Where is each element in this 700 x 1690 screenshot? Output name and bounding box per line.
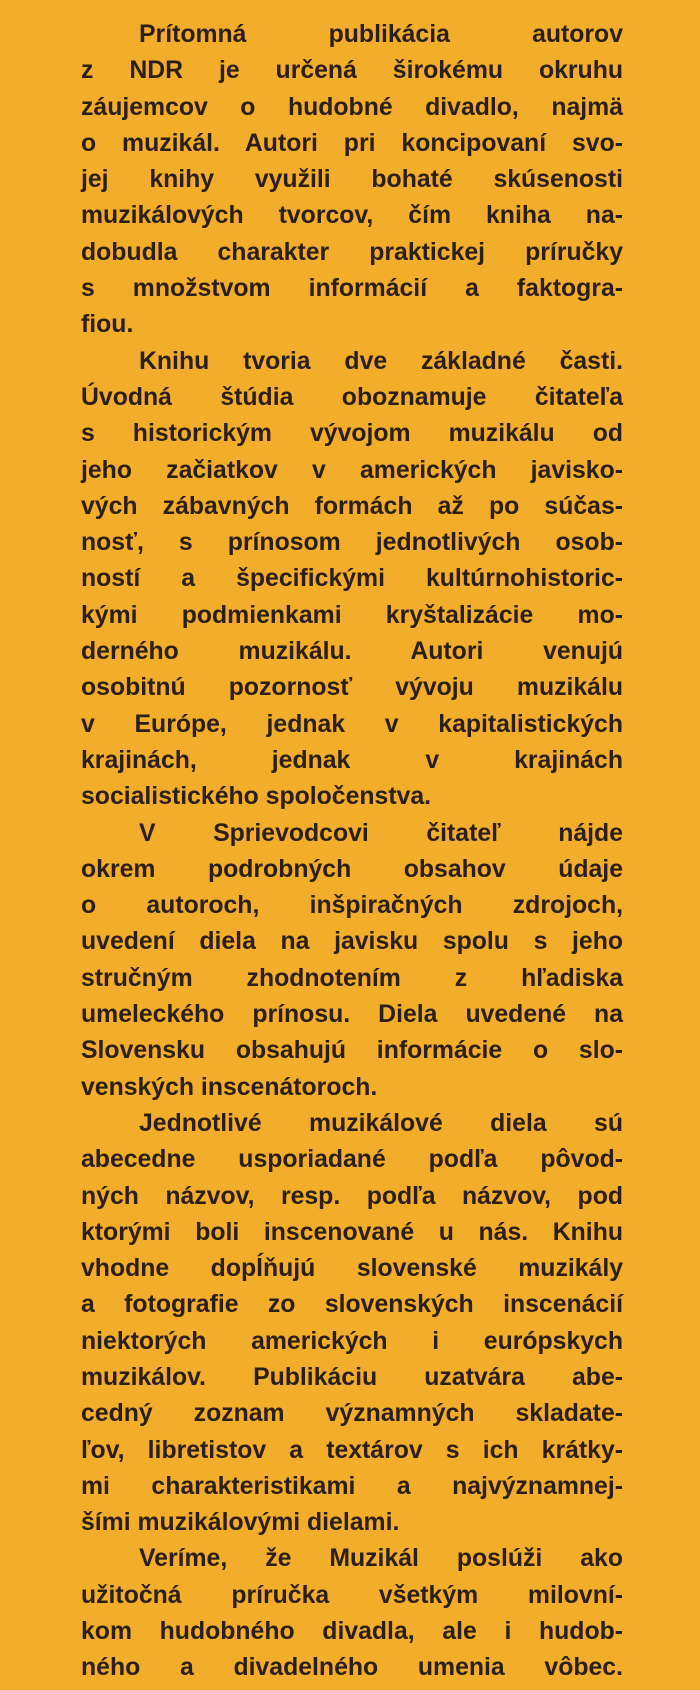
text-line: stručným zhodnotením z hľadiska (81, 964, 623, 992)
text-line: ktorými boli inscenované u nás. Knihu (81, 1218, 623, 1246)
text-line: cedný zoznam významných skladate- (81, 1400, 623, 1428)
text-line: dobudla charakter praktickej príručky (81, 238, 623, 266)
text-line: o autoroch, inšpiračných zdrojoch, (81, 892, 623, 920)
text-line: vhodne dopĺňujú slovenské muzikály (81, 1255, 623, 1283)
paragraph-closing (81, 1541, 623, 1686)
text-line: ľov, libretistov a textárov s ich krátky- (81, 1436, 623, 1464)
text-line: V Sprievodcovi čitateľ nájde (139, 819, 623, 847)
text-line: s historickým vývojom muzikálu od (81, 420, 623, 448)
paragraph-guide (81, 816, 623, 1106)
text-line: vých zábavných formách až po súčas- (81, 492, 623, 520)
text-line: krajinách, jednak v krajinách (81, 746, 623, 774)
text-line: umeleckého prínosu. Diela uvedené na (81, 1001, 623, 1029)
text-line: a fotografie zo slovenských inscenácií (81, 1291, 623, 1319)
text-line: v Európe, jednak v kapitalistických (81, 710, 623, 738)
text-line: Veríme, že Muzikál poslúži ako (139, 1545, 623, 1573)
text-line: šími muzikálovými dielami. (81, 1509, 400, 1537)
text-line: o muzikál. Autori pri koncipovaní svo- (81, 129, 623, 157)
text-line: socialistického spoločenstva. (81, 783, 432, 811)
text-line: Jednotlivé muzikálové diela sú (139, 1109, 623, 1137)
blurb-text (81, 17, 623, 1687)
text-line: abecedne usporiadané podľa pôvod- (81, 1146, 623, 1174)
text-line: z NDR je určená širokému okruhu (81, 57, 623, 85)
text-line: Slovensku obsahujú informácie o slo- (81, 1037, 623, 1065)
text-line: ných názvov, resp. podľa názvov, pod (81, 1182, 623, 1210)
text-line: derného muzikálu. Autori venujú (81, 638, 623, 666)
text-line: ností a špecifickými kultúrnohistoric- (81, 565, 623, 593)
text-line: muzikálov. Publikáciu uzatvára abe- (81, 1363, 623, 1391)
text-line: okrem podrobných obsahov údaje (81, 855, 623, 883)
text-line: venských inscenátoroch. (81, 1073, 378, 1101)
text-line: mi charakteristikami a najvýznamnej- (81, 1472, 623, 1500)
text-line: Prítomná publikácia autorov (139, 21, 623, 48)
text-line: niektorých amerických i európskych (81, 1327, 623, 1355)
paragraph-intro (81, 17, 623, 344)
paragraph-structure (81, 344, 623, 816)
text-line: ného a divadelného umenia vôbec. (81, 1654, 623, 1682)
text-line: kými podmienkami kryštalizácie mo- (81, 601, 623, 629)
paragraph-arrangement (81, 1106, 623, 1542)
text-line: s množstvom informácií a faktogra- (81, 275, 623, 303)
text-line: záujemcov o hudobné divadlo, najmä (81, 93, 623, 121)
text-line: fiou. (81, 311, 134, 339)
text-line: jeho začiatkov v amerických javisko- (81, 456, 623, 484)
text-line: nosť, s prínosom jednotlivých osob- (81, 529, 623, 557)
text-line: osobitnú pozornosť vývoju muzikálu (81, 674, 623, 702)
text-line: Úvodná štúdia oboznamuje čitateľa (81, 383, 623, 411)
text-line: užitočná príručka všetkým milovní- (81, 1581, 623, 1609)
text-line: muzikálových tvorcov, čím kniha na- (81, 202, 623, 230)
text-line: kom hudobného divadla, ale i hudob- (81, 1618, 623, 1646)
text-line: Knihu tvoria dve základné časti. (139, 347, 623, 375)
text-line: uvedení diela na javisku spolu s jeho (81, 928, 623, 956)
text-line: jej knihy využili bohaté skúsenosti (81, 166, 623, 194)
